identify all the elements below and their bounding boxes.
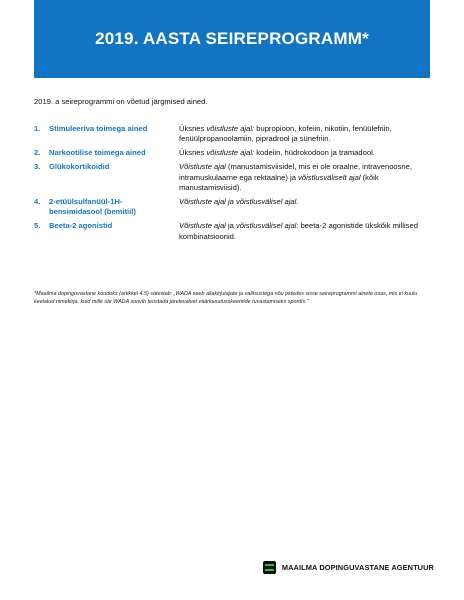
description-segment: (manustamisviisidel, mis ei ole oraalne, intravenoosne, intramuskulaarne ega rektaalne) ja (179, 162, 412, 182)
list-item (34, 197, 434, 218)
list-item (34, 124, 434, 145)
list-item (34, 162, 434, 193)
item-number: 5. (34, 221, 41, 231)
description-segment: Üksnes (179, 124, 207, 133)
description-segment: bupropioon, kofeiin, nikotiin, fenüülefriin, fenüülpropanoolamiin, pipradrool ja sünefriin. (179, 124, 392, 144)
brand-name: MAAILMA DOPINGUVASTANE AGENTUUR (281, 563, 434, 572)
item-term: Beeta-2 agonistid (49, 221, 113, 231)
list-item (34, 148, 434, 158)
description-segment: Võistluste ajal (179, 162, 226, 172)
intro-text: 2019. a seireprogrammi on võetud järgmised ained. (34, 97, 208, 106)
description-segment: võistluste ajal: (206, 148, 255, 158)
item-description (179, 124, 434, 145)
item-term: Stimuleeriva toimega ained (49, 124, 148, 133)
description-segment: ja (225, 221, 236, 231)
item-description (179, 148, 434, 158)
description-segment: Üksnes (179, 148, 207, 158)
item-term: Narkootilise toimega ained (49, 148, 146, 158)
item-description (179, 221, 434, 242)
description-segment: Võistluste ajal ja võistlusvälisel ajal. (179, 196, 299, 206)
title-banner (34, 0, 430, 78)
item-number: 3. (34, 162, 41, 172)
description-segment: võistluste ajal: (206, 124, 255, 133)
description-segment: kodeiin, hüdrokodoon ja tramadool. (254, 148, 375, 158)
description-segment: võistlusväliselt ajal (298, 172, 361, 182)
description-segment: võistlusvälisel ajal: (236, 221, 299, 231)
wada-logo-icon (263, 561, 276, 574)
footnote: *Maailma dopinguvastane koodeks (artikkel 4.5) sätestab: „WADA seeb allakirjutajate ja valitsustega nõu pidedes sisse seireprogrammi ainete osas, mis ei kuulu keelatud nimekirja, kuid mille üle WADA soovib teostada järelevalvet väärkasutusskeemide tuvastamiseks spordis." (34, 291, 418, 305)
item-number: 2. (34, 148, 41, 158)
description-segment: (kõik manustamisviisid). (179, 172, 379, 193)
item-term: 2-etüülsulfanüül-1H-bensimidasool (bemitiil) (49, 196, 136, 217)
page-title: 2019. AASTA SEIREPROGRAMM* (95, 29, 369, 48)
list-item (34, 221, 434, 242)
brand-footer (263, 561, 434, 574)
item-description (179, 162, 434, 193)
description-segment: Võistluste ajal (179, 221, 226, 231)
item-number: 1. (34, 124, 41, 133)
item-description (179, 197, 434, 218)
description-segment: beeta-2 agonistide ükskõik millised kombinatsioonid. (179, 221, 418, 241)
item-number: 4. (34, 196, 41, 206)
substance-list (34, 124, 434, 246)
item-term: Glükokortikoidid (49, 162, 110, 172)
